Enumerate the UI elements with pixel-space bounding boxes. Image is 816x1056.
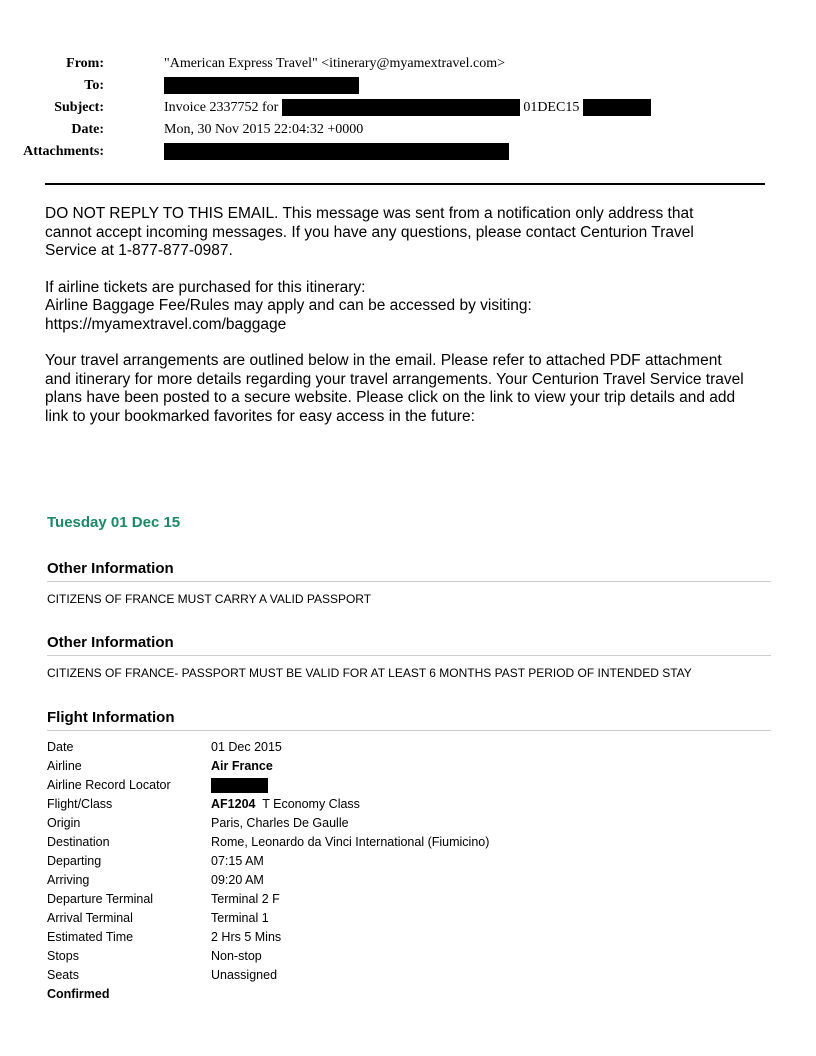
field-value: 09:20 AM xyxy=(211,873,264,887)
email-body xyxy=(45,205,775,444)
field-label: Destination xyxy=(47,835,110,849)
notice-paragraph: DO NOT REPLY TO THIS EMAIL. This message was sent from a notification only address that cannot accept incoming messages. If you have any questions, please contact Centurion Travel Service at 1-877-877-0987. xyxy=(45,205,694,259)
other-info-section-2 xyxy=(47,633,771,680)
field-value: 07:15 AM xyxy=(211,854,264,868)
field-value: Rome, Leonardo da Vinci International (Fiumicino) xyxy=(211,835,490,849)
status-label: Confirmed xyxy=(47,987,110,1001)
redaction-block xyxy=(211,778,268,793)
field-value: 2 Hrs 5 Mins xyxy=(211,930,282,944)
attachments-value[interactable] xyxy=(164,143,509,161)
day-heading: Tuesday 01 Dec 15 xyxy=(47,514,181,531)
baggage-paragraph: If airline tickets are purchased for this itinerary: Airline Baggage Fee/Rules may apply and can be accessed by visiting: https://myamextravel.com/baggage xyxy=(45,278,532,333)
field-label: Departing xyxy=(47,854,102,868)
from-row xyxy=(0,55,760,77)
field-label: Date xyxy=(47,740,74,754)
date-label: Date: xyxy=(71,122,104,137)
field-label: Arriving xyxy=(47,873,90,887)
subject-row xyxy=(0,99,760,121)
field-label: Airline xyxy=(47,759,82,773)
subject-value xyxy=(164,99,651,117)
field-value xyxy=(211,795,360,814)
subject-prefix: Invoice 2337752 for xyxy=(164,100,279,115)
redaction-block xyxy=(583,99,651,116)
email-header xyxy=(0,55,760,165)
field-label: Flight/Class xyxy=(47,797,113,811)
other-info-section-1 xyxy=(47,559,771,606)
redaction-block xyxy=(164,77,359,94)
from-value: "American Express Travel" <itinerary@myamextravel.com> xyxy=(164,56,506,71)
subject-date: 01DEC15 xyxy=(523,100,580,115)
flight-info-section xyxy=(47,708,771,731)
section-note: CITIZENS OF FRANCE MUST CARRY A VALID PASSPORT xyxy=(47,592,372,606)
to-label: To: xyxy=(84,78,104,93)
from-label: From: xyxy=(66,56,104,71)
header-divider xyxy=(45,183,765,185)
section-title: Other Information xyxy=(47,559,771,582)
field-value xyxy=(211,776,268,795)
field-value: Unassigned xyxy=(211,968,278,982)
field-label: Estimated Time xyxy=(47,930,134,944)
field-label: Stops xyxy=(47,949,79,963)
field-value: Paris, Charles De Gaulle xyxy=(211,816,349,830)
field-label: Origin xyxy=(47,816,81,830)
field-label: Departure Terminal xyxy=(47,892,154,906)
to-row xyxy=(0,77,760,99)
field-label: Arrival Terminal xyxy=(47,911,133,925)
section-title: Other Information xyxy=(47,633,771,656)
field-label: Airline Record Locator xyxy=(47,778,171,792)
to-value xyxy=(164,77,359,95)
attachments-row xyxy=(0,143,760,165)
attachments-label: Attachments: xyxy=(23,144,104,159)
field-value: Non-stop xyxy=(211,949,262,963)
arrangements-paragraph: Your travel arrangements are outlined below in the email. Please refer to attached PDF attachment and itinerary for more details regarding your travel arrangements. Your Centurion Travel Service travel plans have been posted to a secure website. Please click on the link to view your trip details and add link to your bookmarked favorites for easy access in the future: xyxy=(45,352,744,425)
subject-label: Subject: xyxy=(54,100,104,115)
field-label: Seats xyxy=(47,968,79,982)
field-value: Terminal 1 xyxy=(211,911,269,925)
section-note: CITIZENS OF FRANCE- PASSPORT MUST BE VALID FOR AT LEAST 6 MONTHS PAST PERIOD OF INTENDED STAY xyxy=(47,666,692,680)
flight-class: T Economy Class xyxy=(262,797,360,811)
date-value: Mon, 30 Nov 2015 22:04:32 +0000 xyxy=(164,122,364,137)
field-value: Terminal 2 F xyxy=(211,892,280,906)
redaction-block xyxy=(282,99,520,116)
redaction-block xyxy=(164,143,509,160)
field-value: 01 Dec 2015 xyxy=(211,740,282,754)
date-row xyxy=(0,121,760,143)
field-value: Air France xyxy=(211,759,273,773)
flight-number: AF1204 xyxy=(211,797,256,811)
section-title: Flight Information xyxy=(47,708,771,731)
